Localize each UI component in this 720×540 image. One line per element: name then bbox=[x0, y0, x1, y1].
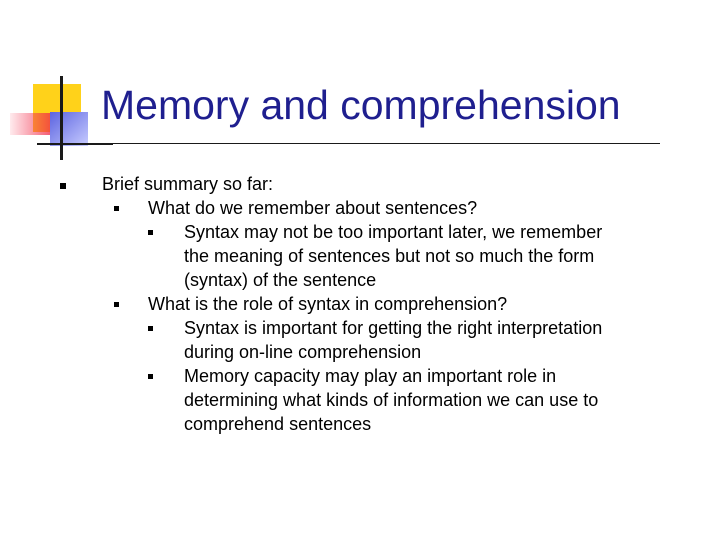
bullet-item-remember bbox=[114, 196, 660, 292]
bullet-list-level-1 bbox=[60, 172, 660, 436]
square-bullet-icon bbox=[148, 326, 153, 331]
bullet-item-memory-capacity bbox=[148, 364, 660, 436]
bullet-item-syntax-later bbox=[148, 220, 660, 292]
square-bullet-icon bbox=[148, 374, 153, 379]
title-divider bbox=[100, 143, 660, 144]
bullet-text: What do we remember about sentences? bbox=[148, 198, 478, 218]
bullet-list-level-3 bbox=[148, 220, 660, 292]
square-bullet-icon bbox=[60, 183, 66, 189]
logo-vertical-line bbox=[60, 76, 63, 160]
slide-title: Memory and comprehension bbox=[101, 82, 621, 128]
decorative-logo bbox=[0, 0, 110, 170]
bullet-item-syntax-important bbox=[148, 316, 660, 364]
bullet-item-summary bbox=[60, 172, 660, 436]
bullet-text: Brief summary so far: bbox=[102, 174, 274, 194]
bullet-text: Syntax may not be too important later, we remember the meaning of sentences but not so much the form (syntax) of the sentence bbox=[184, 222, 603, 290]
bullet-list-level-2 bbox=[114, 196, 660, 436]
logo-blue-square bbox=[50, 112, 88, 146]
slide-body bbox=[60, 172, 660, 436]
bullet-text: What is the role of syntax in comprehension? bbox=[148, 294, 508, 314]
bullet-text: Memory capacity may play an important role in determining what kinds of information we can use to comprehend sentences bbox=[184, 366, 599, 434]
square-bullet-icon bbox=[148, 230, 153, 235]
bullet-item-role-of-syntax bbox=[114, 292, 660, 436]
bullet-text: Syntax is important for getting the right interpretation during on-line comprehension bbox=[184, 318, 603, 362]
square-bullet-icon bbox=[114, 302, 119, 307]
square-bullet-icon bbox=[114, 206, 119, 211]
bullet-list-level-3 bbox=[148, 316, 660, 436]
